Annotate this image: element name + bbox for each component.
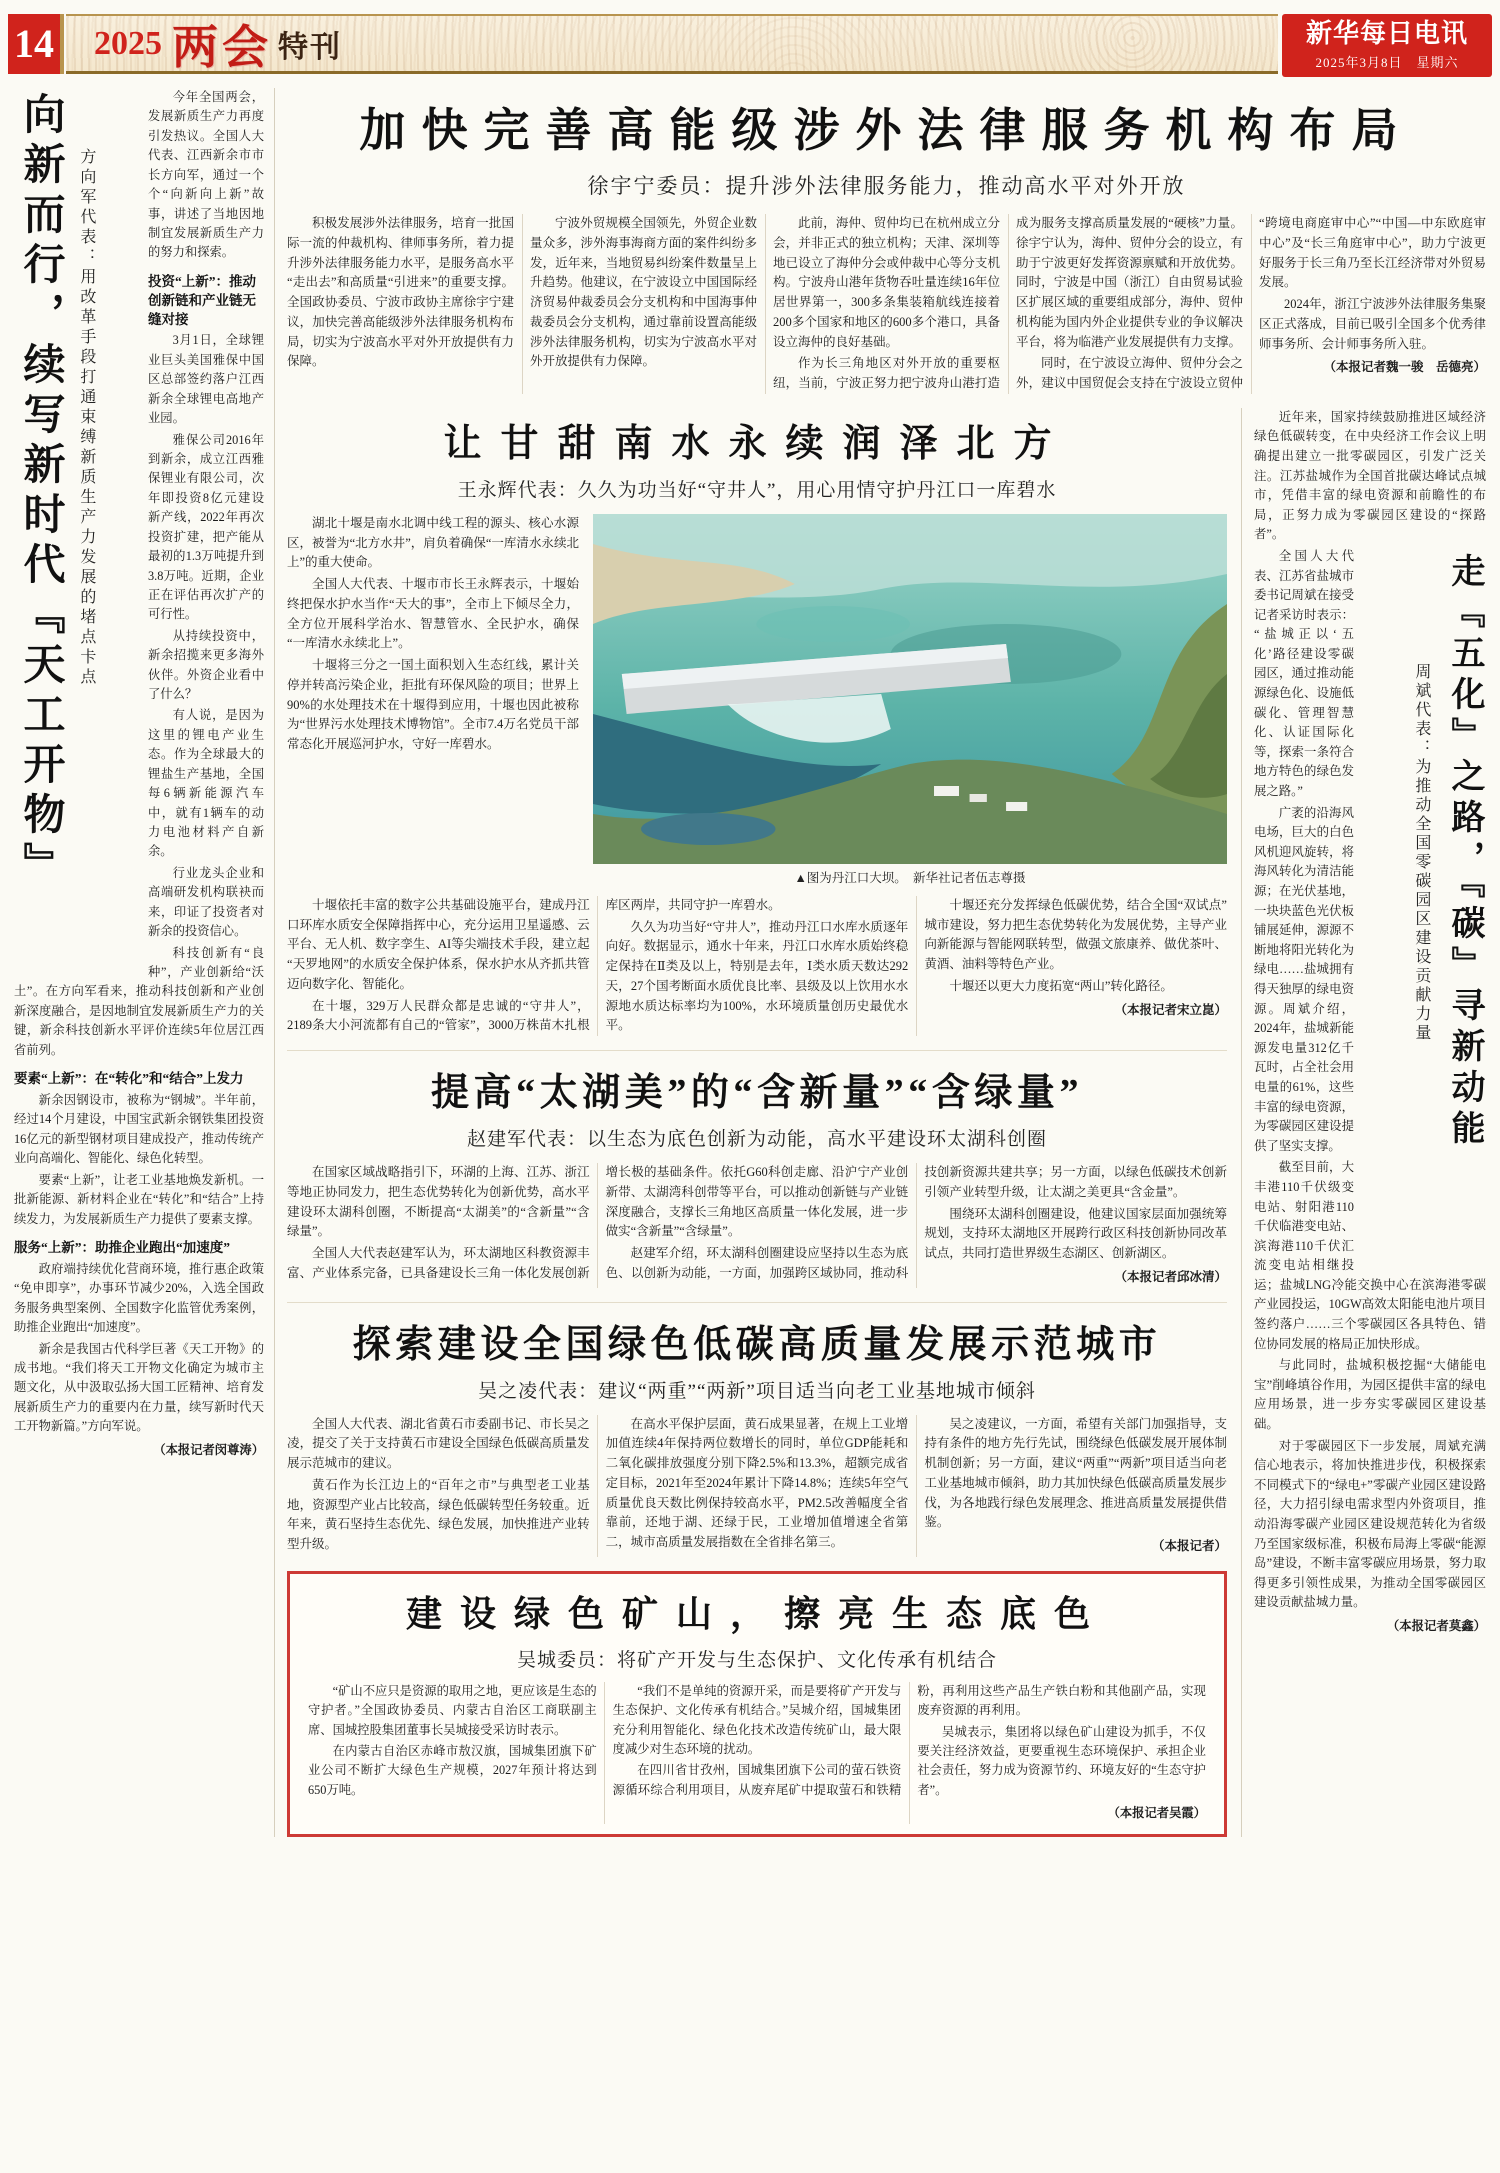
paragraph: 久久为功当好“守井人”，推动丹江口水库水质逐年向好。数据显示，通水十年来，丹江口水库水质始终稳定保持在Ⅱ类及以上，特别是去年，Ⅰ类水质天数达292天，27个国考断面水质优良比率、县级及以上饮用水水源地水质达标率均为100%，水环境质量创历史最优水平。: [605, 919, 909, 1033]
paper-date-box: [1282, 14, 1492, 77]
paragraph: 吴之凌建议，一方面，希望有关部门加强指导，支持有条件的地方先行先试，围绕绿色低碳发展开展体制机制创新；另一方面，建议“两重”“两新”项目适当向老工业基地城市倾斜，助力其加快绿色低碳高质量发展步伐，为各地践行绿色发展理念、推进高质量发展提供借鉴。: [924, 1416, 1227, 1530]
paper-name: 新华每日电讯: [1305, 19, 1468, 48]
article-lvtan-subhead: 吴之凌代表：建议“两重”“两新”项目适当向老工业基地城市倾斜: [478, 1380, 1036, 1402]
paragraph: 与此同时，盐城积极挖掘“大储能电宝”削峰填谷作用，为园区提供丰富的绿电应用场景，进一步夯实零碳园区建设基础。: [1254, 1358, 1486, 1432]
reporter-credit: （本报记者邱冰清）: [1114, 1269, 1227, 1284]
edition-name: 两会: [172, 21, 272, 73]
paragraph: 新余是我国古代科学巨著《天工开物》的成书地。“我们将天工开物文化确定为城市主题文化，从中汲取弘扬大国工匠精神、培育发展新质生产力的重要内在力量，续写新时代天工开物新篇。”方向军说。: [14, 1341, 264, 1434]
article-lvtan-headline: 探索建设全国绿色低碳高质量发展示范城市: [352, 1323, 1162, 1366]
paragraph: 在内蒙古自治区赤峰市敖汉旗，国城集团旗下矿业公司不断扩大绿色生产规模，2027年预计将达到650万吨。: [308, 1744, 597, 1797]
article-lvtan-body: [287, 1415, 1227, 1557]
article-nanshui-headline: 让甘甜南水永续润泽北方: [443, 422, 1071, 465]
paragraph: 从持续投资中，新余招揽来更多海外伙伴。外资企业看中了什么？: [148, 628, 264, 702]
paragraph: 十堰还以更大力度拓宽“两山”转化路径。: [949, 978, 1173, 993]
paragraph: 近年来，国家持续鼓励推进区域经济绿色低碳转变，在中央经济工作会议上明确提出建立一批零碳园区，引发广泛关注。江苏盐城作为全国首批碳达峰试点城市，凭借丰富的绿电资源和前瞻性的布局，正努力成为零碳园区建设的“探路者”。: [1254, 409, 1486, 542]
paragraph: 全国人大代表、江苏省盐城市委书记周斌在接受记者采访时表示：“盐城正以‘五化’路径建设零碳园区，通过推动能源绿色化、设施低碳化、管理智慧化、认证国际化等，探索一条符合地方特色的绿色发展之路。”: [1254, 548, 1354, 799]
paragraph: 行业龙头企业和高端研发机构联袂而来，印证了投资者对新余的投资信心。: [148, 865, 264, 939]
paragraph: 全国人大代表、湖北省黄石市委副书记、市长吴之凌，提交了关于支持黄石市建设全国绿色低碳高质量发展示范城市的建议。: [287, 1416, 590, 1470]
paragraph: 此前，海仲、贸仲均已在杭州成立分会，并非正式的独立机构；天津、深圳等地已设立了海仲分会或仲裁中心等分支机构。宁波舟山港年货物吞吐量连续16年位居世界第一，300多条集装箱航线连接着200多个国家和地区的600多个港口，具备设立海仲的良好基础。: [773, 216, 1000, 349]
paragraph: 作为长三角地区对外开放的重要枢纽，当前，宁波正努力把宁波舟山港打造成为服务支撑高质量发展的“硬核”力量。徐宇宁认为，海仲、贸仲分会的设立，有助于宁波更好发挥资源禀赋和开放优势。同时，宁波是中国（浙江）自由贸易试验区扩展区域的重要组成部分，海仲、贸仲机构能为国内外企业提供专业的争议解决平台，将为临港产业发展提供有力支撑。: [773, 216, 1243, 390]
paragraph: 宁波外贸规模全国领先，外贸企业数量众多，涉外海事海商方面的案件纠纷多发，近年来，当地贸易纠纷案件数量呈上升趋势。他建议，在宁波设立中国国际经济贸易仲裁委员会分支机构和中国海事仲裁委员会分支机构，通过靠前设置高能级涉外法律服务机构，切实为宁波高水平对外开放提供有力保障。: [530, 216, 757, 369]
reporter-credit: （本报记者莫鑫）: [1386, 1618, 1486, 1633]
danjiangkou-dam-photo: [593, 514, 1227, 886]
paragraph: 广袤的沿海风电场，巨大的白色风机迎风旋转，将海风转化为清洁能源；在光伏基地，一块块蓝色光伏板铺展延伸，源源不断地将阳光转化为绿电……盐城拥有得天独厚的绿电资源。周斌介绍，2024年，盐城新能源发电量312亿千瓦时，占全社会用电量的61%，这些丰富的绿电资源，为零碳园区建设提供了坚实支撑。: [1254, 805, 1354, 1153]
paragraph: 全国人大代表赵建军认为，环太湖地区科教资源丰富、产业体系完备，已具备建设长三角一体化发展创新增长极的基础条件。依托G60科创走廊、沿沪宁产业创新带、太湖湾科创带等平台，可以推动创新链与产业链深度融合，支撑长三角地区高质量一体化发展，进一步做实“含新量”“含绿量”。: [287, 1165, 909, 1280]
photo-caption: ▲图为丹江口大坝。 新华社记者伍志尊摄: [794, 870, 1026, 885]
paragraph: 十堰还充分发挥绿色低碳优势，结合全国“双试点”城市建设，努力把生态优势转化为发展优势，主导产业向新能源与智能网联转型，做强文旅康养、做优茶叶、黄酒、油料等特色产业。: [924, 897, 1227, 971]
article-taihu: [287, 1061, 1227, 1288]
paragraph: 要素“上新”，让老工业基地焕发新机。一批新能源、新材料企业在“转化”和“结合”上持续发力，为发展新质生产力提供了要素支撑。: [14, 1172, 264, 1226]
edition-year: 2025: [94, 24, 162, 62]
article-xiangxin-headline: 向新而行，续写新时代『天工开物』: [17, 92, 64, 892]
paper-date: 2025年3月8日 星期六: [1315, 54, 1459, 70]
paragraph: 赵建军介绍，环太湖科创圈建设应坚持以生态为底色、以创新为动能，一方面，加强跨区域协同，推动科技创新资源共建共享；另一方面，以绿色低碳技术创新引领产业转型升级，让太湖之美更具“含金量”。: [605, 1165, 1227, 1280]
paragraph: 黄石作为长江边上的“百年之市”与典型老工业基地，资源型产业占比较高，绿色低碳转型任务较重。近年来，黄石坚持生态优先、绿色发展，加快推进产业转型升级。: [287, 1477, 590, 1551]
vertical-headline-block: [14, 92, 136, 972]
reporter-credit: （本报记者闵尊涛）: [153, 1442, 264, 1457]
paragraph: 十堰依托丰富的数字公共基础设施平台，建成丹江口环库水质安全保障指挥中心，充分运用卫星遥感、云平台、无人机、数字孪生、AI等尖端技术手段，建立起“天罗地网”的水质安全保护体系，保水护水从齐抓共管迈向数字化、智能化。: [287, 897, 590, 991]
reporter-credit: （本报记者宋立崑）: [1114, 1002, 1227, 1017]
article-nanshui-leadcolumn: [287, 514, 579, 886]
paragraph: 吴城表示，集团将以绿色矿山建设为抓手，不仅要关注经济效益，更要重视生态环境保护、承担企业社会责任，努力成为资源节约、环境友好的“生态守护者”。: [917, 1724, 1206, 1797]
paragraph: “我们不是单纯的资源开采，而是要将矿产开发与生态保护、文化传承有机结合。”吴城介绍，国城集团充分利用智能化、绿色化技术改造传统矿山，最大限度减少对生态环境的扰动。: [612, 1683, 902, 1757]
article-xiangxin: [14, 88, 275, 1837]
section-divider: [287, 1302, 1227, 1303]
reporter-credit: （本报记者）: [1151, 1539, 1227, 1553]
section-title: 服务“上新”：助推企业跑出“加速度”: [14, 1239, 230, 1255]
masthead: [0, 0, 1500, 80]
paragraph: 对于零碳园区下一步发展，周斌充满信心地表示，将加快推进步伐，积极探索不同模式下的“绿电+”零碳产业园区建设路径，大力招引绿电需求型内外资项目，推动沿海零碳产业园区建设规范转化为省级乃至国家级标准，积极布局海上零碳“能源岛”建设，不断丰富零碳应用场景，努力取得更多引领性成果，为推动全国零碳园区建设贡献盐城力量。: [1254, 1438, 1486, 1610]
paragraph: 今年全国两会，发展新质生产力再度引发热议。全国人大代表、江西新余市市长方向军，通过一个个“向新向上新”故事，讲述了当地因地制宜发展新质生产力的努力和探索。: [148, 90, 264, 260]
dam-aerial-illustration: [593, 514, 1227, 864]
paragraph: 新余因钢设市，被称为“钢城”。半年前，经过14个月建设，中国宝武新余钢铁集团投资16亿元的新型钢材项目建成投产，推动传统产业向高端化、智能化、绿色化转型。: [14, 1092, 264, 1166]
article-kuangshan-body: [308, 1682, 1206, 1824]
paragraph: 雅保公司2016年到新余，成立江西雅保锂业有限公司，次年即投资8亿元建设新产线，2022年再次投资扩建，把产能从最初的1.3万吨提升到3.8万吨。近期，企业正在评估再次扩产的可行性。: [148, 432, 264, 622]
paragraph: 湖北十堰是南水北调中线工程的源头、核心水源区，被誉为“北方水井”，肩负着确保“一库清水永续北上”的重大使命。: [287, 515, 579, 570]
paragraph: 在四川省甘孜州，国城集团旗下公司的萤石铁资源循环综合利用项目，从废弃尾矿中提取萤石和铁精粉，再利用这些产品生产铁白粉和其他副产品，实现废弃资源的再利用。: [612, 1683, 1206, 1797]
article-kuangshan: [287, 1571, 1227, 1837]
edition-banner: [66, 14, 1278, 74]
paragraph: 十堰将三分之一国土面积划入生态红线，累计关停并转高污染企业，拒批有环保风险的项目；世界上90%的水处理技术在十堰得到应用，十堰也因此被称为“世界污水处理技术博物馆”。全市7.4万名党员干部常态化开展巡河护水，守好一库碧水。: [287, 658, 579, 751]
article-falv-headline: 加快完善高能级涉外法律服务机构布局: [359, 105, 1414, 156]
article-falv: [287, 94, 1486, 394]
paragraph: “矿山不应只是资源的取用之地，更应该是生态的守护者。”全国政协委员、内蒙古自治区工商联副主席、国城控股集团董事长吴城接受采访时表示。: [308, 1683, 597, 1737]
article-kuangshan-headline: 建设绿色矿山，擦亮生态底色: [405, 1593, 1108, 1634]
paragraph: 截至目前，大丰港110千伏级变电站、射阳港110千伏临港变电站、滨海港110千伏汇流变电站相继投运；盐城LNG冷能交换中心在滨海港零碳产业园投运，10GW高效太阳能电池片项目签约落户……三个零碳园区各具特色、错位协同发展的格局正加快形成。: [1254, 1160, 1486, 1351]
page-number: 14: [8, 14, 64, 74]
paragraph: 2024年，浙江宁波涉外法律服务集聚区正式落成，目前已吸引全国多个优秀律师事务所、会计师事务所入驻。: [1259, 297, 1486, 351]
article-kuangshan-subhead: 吴城委员：将矿产开发与生态保护、文化传承有机结合: [516, 1649, 997, 1671]
article-taihu-body: [287, 1163, 1227, 1288]
paragraph: 科技创新有“良种”，产业创新给“沃土”。在方向军看来，推动科技创新和产业创新深度融合，是因地制宜发展新质生产力的关键，新余科技创新水平评价连续5年位居江西省前列。: [14, 945, 264, 1057]
paragraph: 3月1日，全球锂业巨头美国雅保中国区总部签约落户江西新余全球锂电高地产业园。: [148, 333, 264, 426]
page-content: [0, 80, 1500, 1837]
paragraph: 有人说，是因为这里的锂电产业生态。作为全球最大的锂盐生产基地，全国每6辆新能源汽车中，就有1辆车的动力电池材料产自新余。: [148, 708, 264, 859]
paragraph: 在高水平保护层面，黄石成果显著，在规上工业增加值连续4年保持两位数增长的同时，单位GDP能耗和二氧化碳排放强度分别下降2.5%和13.3%，超额完成省定目标，2021年至2024年累计下降14.8%；连续5年空气质量优良天数比例保持较高水平，PM2.5改善幅度全省靠前，还地于湖、还绿于民，工业增加值增速全省第二，城市高质量发展指数在全省排名第三。: [605, 1416, 909, 1549]
article-lvtan: [287, 1313, 1227, 1557]
paragraph: 在国家区域战略指引下，环湖的上海、江苏、浙江等地正协同发力，把生态优势转化为创新优势，高水平建设环太湖科创圈，不断提高“太湖美”的“含新量”“含绿量”。: [287, 1165, 590, 1239]
article-nanshui: [287, 412, 1227, 1036]
article-xiangxin-subhead: 方向军代表：用改革手段打通束缚新质生产力发展的堵点卡点: [77, 148, 95, 688]
reporter-credit: （本报记者魏一骏 岳德亮）: [1323, 360, 1486, 375]
edition-suffix: 特刊: [278, 30, 342, 64]
paragraph: 在十堰，329万人民群众都是忠诚的“守井人”，2189条大小河流都有自己的“管家”，3000万株苗木扎根库区两岸，共同守护一库碧水。: [287, 897, 781, 1033]
section-title: 投资“上新”：推动创新链和产业链无缝对接: [148, 273, 256, 327]
paragraph: 积极发展涉外法律服务，培育一批国际一流的仲裁机构、律师事务所，着力提升涉外法律服务能力水平，是服务高水平“走出去”和高质量“引进来”的重要支撑。全国政协委员、宁波市政协主席徐宇宁建议，加快完善高能级涉外法律服务机构布局，切实为宁波高水平对外开放提供有力保障。: [287, 216, 514, 369]
paragraph: 政府端持续优化营商环境，推行惠企政策“免申即享”，办事环节减少20%，入选全国政务服务典型案例、全国数字化监管优秀案例，助推企业跑出“加速度”。: [14, 1261, 264, 1335]
paragraph: 围绕环太湖科创圈建设，他建议国家层面加强统筹规划，支持环太湖地区开展跨行政区科技创新协同改革试点，共同打造世界级生态湖区、创新湖区。: [924, 1206, 1227, 1260]
article-taihu-subhead: 赵建军代表：以生态为底色创新为动能，高水平建设环太湖科创圈: [466, 1129, 1047, 1150]
article-wuhua: [1241, 408, 1486, 1837]
article-taihu-headline: 提高“太湖美”的“含新量”“含绿量”: [430, 1072, 1084, 1114]
article-falv-body: [287, 214, 1486, 394]
section-divider: [287, 1050, 1227, 1051]
article-falv-subhead: 徐宇宁委员：提升涉外法律服务能力，推动高水平对外开放: [587, 174, 1186, 198]
article-nanshui-subhead: 王永辉代表：久久为功当好“守井人”，用心用情守护丹江口一库碧水: [457, 479, 1057, 501]
paragraph: 同时，在宁波设立海仲、贸仲分会之外，建议中国贸促会支持在宁波设立贸仲“跨境电商庭审中心”“中国—中东欧庭审中心”及“长三角庭审中心”，助力宁波更好服务于长三角乃至长江经济带对外贸易发展。: [1016, 216, 1486, 390]
article-wuhua-headline: 走『五化』之路，『碳』寻新动能: [1446, 552, 1483, 1151]
article-nanshui-body: [287, 896, 1227, 1036]
paragraph: 全国人大代表、十堰市市长王永辉表示，十堰始终把保水护水当作“天大的事”，全市上下倾尽全力，全方位开展科学治水、智慧管水、全民护水，确保“一库清水永续北上”。: [287, 577, 579, 651]
reporter-credit: （本报记者吴霞）: [1107, 1806, 1206, 1821]
section-title: 要素“上新”：在“转化”和“结合”上发力: [14, 1071, 244, 1087]
article-wuhua-subhead: 周斌代表：为推动全国零碳园区建设贡献力量: [1412, 662, 1430, 1043]
vertical-headline-block: [1366, 553, 1486, 1253]
